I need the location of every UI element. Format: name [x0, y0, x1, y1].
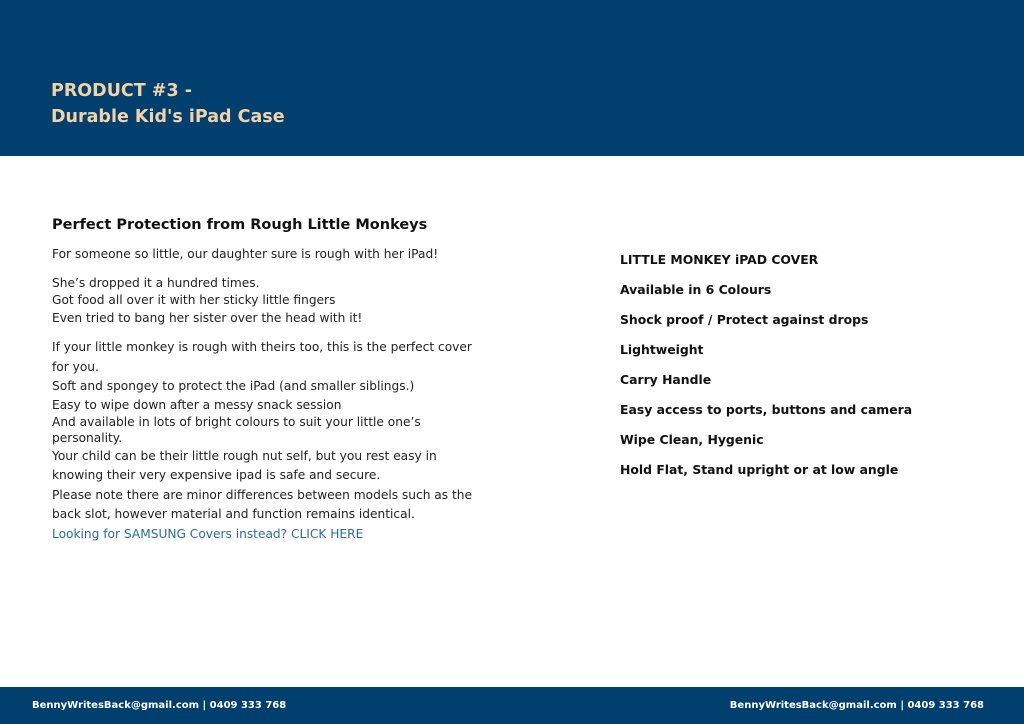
story-line: She’s dropped it a hundred times. [52, 275, 260, 290]
footer-bar [0, 687, 1024, 724]
title-line-2: Durable Kid's iPad Case [51, 107, 285, 127]
feature-item: Hold Flat, Stand upright or at low angle [620, 462, 899, 477]
samsung-covers-link[interactable]: Looking for SAMSUNG Covers instead? CLICK HERE [52, 526, 364, 541]
title-line-1: PRODUCT #3 - [51, 81, 192, 101]
feature-item: Shock proof / Protect against drops [620, 312, 869, 327]
feature-item: Carry Handle [620, 372, 712, 387]
pitch-line: Soft and spongey to protect the iPad (and smaller siblings.) [52, 379, 415, 393]
pitch-paragraph [52, 338, 472, 544]
story-line: Even tried to bang her sister over the head with it! [52, 310, 363, 325]
pitch-line: Your child can be their little rough nut self, but you rest easy in knowing their very expensive ipad is safe and secure. [52, 448, 437, 482]
pitch-line: If your little monkey is rough with theirs too, this is the perfect cover for you. [52, 340, 472, 374]
feature-item: Wipe Clean, Hygenic [620, 432, 764, 447]
pitch-line: Easy to wipe down after a messy snack session [52, 397, 342, 412]
pitch-line: Please note there are minor differences between models such as the back slot, however material and function remains identical. [52, 487, 472, 521]
description-column [52, 214, 472, 555]
footer-contact-right: BennyWritesBack@gmail.com | 0409 333 768 [729, 700, 984, 711]
section-heading: Perfect Protection from Rough Little Monkeys [52, 217, 428, 233]
intro-paragraph: For someone so little, our daughter sure is rough with her iPad! [52, 247, 439, 261]
features-column [620, 250, 980, 490]
header-banner [0, 0, 1024, 156]
story-line: Got food all over it with her sticky little fingers [52, 293, 336, 307]
feature-item: LITTLE MONKEY iPAD COVER [620, 252, 819, 267]
pitch-line: And available in lots of bright colours to suit your little one’s personality. [52, 414, 421, 445]
feature-item: Easy access to ports, buttons and camera [620, 402, 913, 417]
feature-item: Lightweight [620, 342, 704, 357]
page-title [51, 78, 285, 130]
story-paragraph [52, 275, 472, 328]
footer-contact-left: BennyWritesBack@gmail.com | 0409 333 768 [32, 700, 287, 711]
feature-item: Available in 6 Colours [620, 282, 772, 297]
